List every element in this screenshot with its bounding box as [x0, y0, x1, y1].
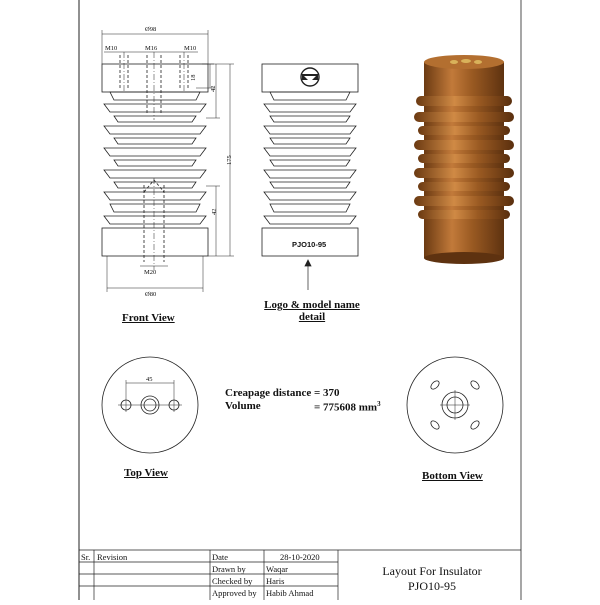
dim-bottom-width: Ø80	[145, 291, 157, 298]
volume-value-wrap	[314, 400, 381, 414]
tb-checked-by-value: Haris	[266, 576, 285, 586]
tb-sr-label: Sr.	[81, 552, 91, 562]
logo-pointer-arrowhead	[305, 260, 311, 266]
creepage-label: Creapage distance	[225, 387, 312, 399]
dim-top-width: Ø98	[145, 26, 157, 33]
front-sheds	[104, 92, 206, 224]
tb-approved-by-label: Approved by	[212, 588, 257, 598]
front-base	[102, 228, 208, 256]
tb-date-value: 28-10-2020	[280, 552, 320, 562]
tb-revision-label: Revision	[97, 552, 128, 562]
tb-title-line2: PJO10-95	[407, 579, 456, 593]
dim-m20: M20	[144, 269, 157, 276]
front-center-lines	[124, 52, 184, 270]
side-view-drawing	[262, 64, 358, 290]
volume-unit-sup: 3	[377, 400, 381, 408]
creepage-value: = 370	[314, 387, 340, 399]
tb-checked-by-label: Checked by	[212, 576, 253, 586]
insulator-3d-sheds	[414, 96, 514, 219]
tb-drawn-by-value: Waqar	[266, 564, 288, 574]
dim-18: 18	[190, 74, 197, 81]
logo-detail-label	[262, 299, 362, 323]
front-dimensions	[102, 30, 234, 292]
tb-title-line1: Layout For Insulator	[382, 564, 482, 578]
volume-label: Volume	[225, 400, 261, 412]
company-logo-icon	[301, 68, 319, 86]
insulator-3d-render	[414, 55, 514, 264]
front-view-drawing	[102, 30, 234, 292]
dim-m10-right: M10	[184, 45, 197, 52]
side-model-text: PJO10-95	[292, 240, 327, 249]
tb-approved-by-value: Habib Ahmad	[266, 588, 314, 598]
dim-45: 45	[146, 376, 153, 383]
top-view-label: Top View	[124, 467, 168, 479]
bottom-view-drawing	[407, 357, 503, 453]
dim-175: 175	[226, 155, 233, 165]
dim-42-bottom: 42	[211, 208, 218, 215]
side-sheds	[264, 92, 356, 224]
dim-42-top: 42	[210, 85, 217, 92]
dim-m16: M16	[145, 45, 158, 52]
bottom-view-label: Bottom View	[422, 470, 483, 482]
logo-detail-line2: detail	[298, 311, 326, 323]
front-view-label: Front View	[122, 312, 175, 324]
volume-value: = 775608 mm	[314, 401, 378, 414]
logo-detail-line1: Logo & model name	[264, 299, 360, 311]
tb-drawn-by-label: Drawn by	[212, 564, 246, 574]
dim-m10-left: M10	[105, 45, 118, 52]
top-view-drawing	[102, 357, 198, 453]
tb-date-label: Date	[212, 552, 229, 562]
